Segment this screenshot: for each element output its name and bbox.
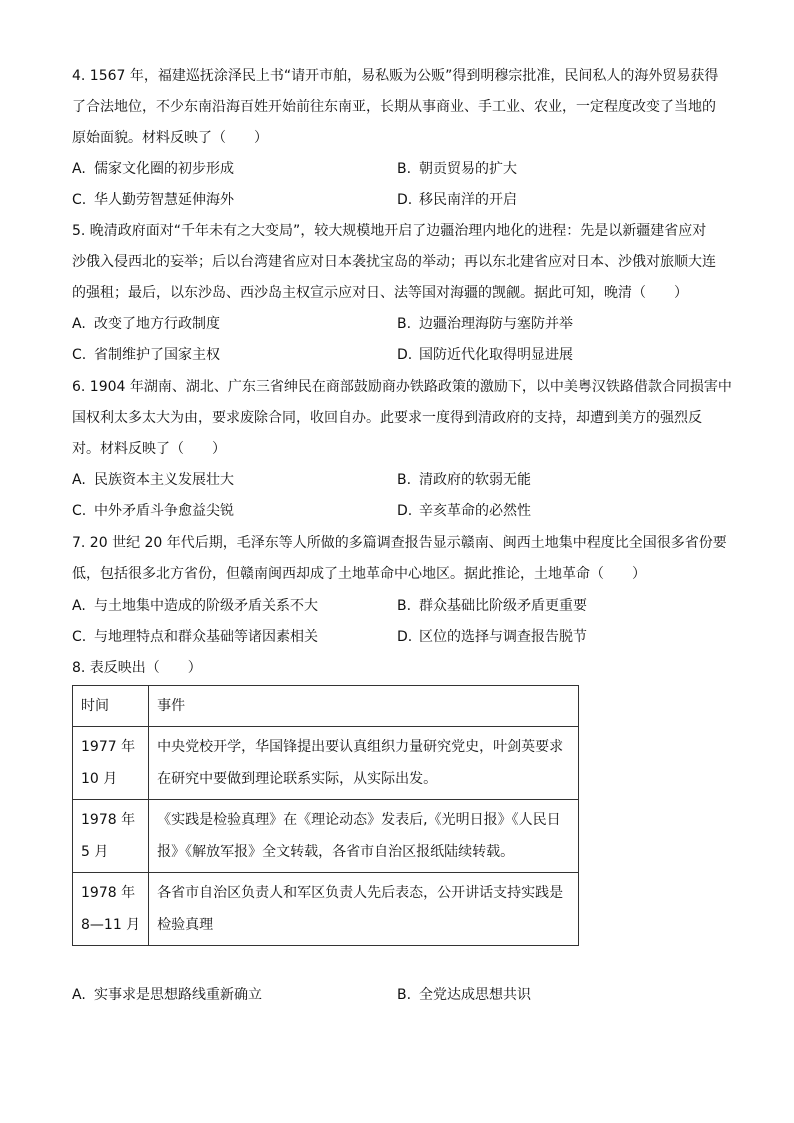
option-text: 国防近代化取得明显进展 bbox=[419, 347, 573, 363]
q6-option-b[interactable] bbox=[397, 470, 531, 490]
option-text: 群众基础比阶级矛盾更重要 bbox=[419, 598, 587, 614]
q5-stem-line: 沙俄入侵西北的妄举；后以台湾建省应对日本袭扰宝岛的举动；再以东北建省应对日本、沙俄对旅顺大连 bbox=[72, 254, 716, 270]
table-row bbox=[73, 873, 579, 946]
events-table bbox=[72, 685, 579, 946]
time-line: 5 月 bbox=[81, 844, 109, 860]
time-line: 1977 年 bbox=[81, 739, 136, 755]
option-text: 边疆治理海防与塞防并举 bbox=[419, 316, 573, 332]
event-cell bbox=[149, 800, 579, 873]
option-letter: C. bbox=[72, 347, 87, 363]
q6-option-c[interactable] bbox=[72, 501, 234, 521]
option-letter: A. bbox=[72, 316, 86, 332]
q5-option-d[interactable] bbox=[397, 345, 573, 365]
q7-stem-line: 7. 20 世纪 20 年代后期，毛泽东等人所做的多篇调查报告显示赣南、闽西土地集中程度比全国很多省份要 bbox=[72, 535, 727, 551]
q5-option-a[interactable] bbox=[72, 314, 220, 334]
q4-stem-line: 了合法地位，不少东南沿海百姓开始前往东南亚，长期从事商业、手工业、农业，一定程度改变了当地的 bbox=[72, 99, 716, 115]
q7-option-c[interactable] bbox=[72, 627, 318, 647]
option-letter: A. bbox=[72, 472, 86, 488]
q4-stem-line: 原始面貌。材料反映了（ ） bbox=[72, 130, 268, 146]
q8-option-a[interactable] bbox=[72, 985, 262, 1005]
option-letter: B. bbox=[397, 598, 412, 614]
option-text: 民族资本主义发展壮大 bbox=[94, 472, 234, 488]
option-text: 儒家文化圈的初步形成 bbox=[94, 161, 234, 177]
option-letter: B. bbox=[397, 987, 412, 1003]
option-text: 全党达成思想共识 bbox=[419, 987, 531, 1003]
option-text: 区位的选择与调查报告脱节 bbox=[419, 629, 587, 645]
table-header-event: 事件 bbox=[149, 686, 579, 727]
q7-option-a[interactable] bbox=[72, 596, 318, 616]
q4-option-b[interactable] bbox=[397, 159, 517, 179]
q6-option-d[interactable] bbox=[397, 501, 531, 521]
q5-option-c[interactable] bbox=[72, 345, 220, 365]
event-line: 在研究中要做到理论联系实际，从实际出发。 bbox=[157, 771, 438, 787]
option-letter: C. bbox=[72, 503, 87, 519]
q4-option-d[interactable] bbox=[397, 190, 517, 210]
option-text: 辛亥革命的必然性 bbox=[419, 503, 531, 519]
option-text: 与地理特点和群众基础等诸因素相关 bbox=[94, 629, 318, 645]
option-letter: C. bbox=[72, 629, 87, 645]
option-text: 与土地集中造成的阶级矛盾关系不大 bbox=[94, 598, 318, 614]
table-header-row bbox=[73, 686, 579, 727]
option-letter: D. bbox=[397, 629, 413, 645]
time-line: 1978 年 bbox=[81, 885, 136, 901]
q7-option-b[interactable] bbox=[397, 596, 587, 616]
option-letter: A. bbox=[72, 161, 86, 177]
time-line: 1978 年 bbox=[81, 812, 136, 828]
q5-stem-line: 的强租；最后，以东沙岛、西沙岛主权宣示应对日、法等国对海疆的觊觎。据此可知，晚清（ ） bbox=[72, 285, 688, 301]
q5-option-b[interactable] bbox=[397, 314, 573, 334]
q7-option-d[interactable] bbox=[397, 627, 587, 647]
time-line: 10 月 bbox=[81, 771, 118, 787]
q8-option-b[interactable] bbox=[397, 985, 531, 1005]
event-line: 中央党校开学，华国锋提出要认真组织力量研究党史，叶剑英要求 bbox=[157, 739, 564, 755]
option-text: 华人勤劳智慧延伸海外 bbox=[94, 192, 234, 208]
q6-stem-line: 6. 1904 年湖南、湖北、广东三省绅民在商部鼓励商办铁路政策的激励下，以中美粤汉铁路借款合同损害中 bbox=[72, 379, 732, 395]
q4-option-c[interactable] bbox=[72, 190, 234, 210]
option-letter: C. bbox=[72, 192, 87, 208]
time-line: 8—11 月 bbox=[81, 917, 141, 933]
option-letter: A. bbox=[72, 987, 86, 1003]
option-letter: B. bbox=[397, 472, 412, 488]
event-line: 《实践是检验真理》在《理论动态》发表后,《光明日报》《人民日 bbox=[157, 812, 561, 828]
option-text: 移民南洋的开启 bbox=[419, 192, 517, 208]
time-cell bbox=[73, 873, 149, 946]
q5-stem-line: 5. 晚清政府面对“千年未有之大变局”，较大规模地开启了边疆治理内地化的进程：先是以新疆建省应对 bbox=[72, 223, 707, 239]
q7-stem-line: 低，包括很多北方省份，但赣南闽西却成了土地革命中心地区。据此推论，土地革命（ ） bbox=[72, 566, 646, 582]
event-line: 检验真理 bbox=[157, 917, 214, 933]
q6-stem-line: 国权利太多太大为由，要求废除合同，收回自办。此要求一度得到清政府的支持，却遭到美方的强烈反 bbox=[72, 410, 702, 426]
time-cell bbox=[73, 727, 149, 800]
option-letter: B. bbox=[397, 161, 412, 177]
q6-stem-line: 对。材料反映了（ ） bbox=[72, 441, 226, 457]
q4-stem-line: 4. 1567 年，福建巡抚涂泽民上书“请开市舶，易私贩为公贩”得到明穆宗批准，民间私人的海外贸易获得 bbox=[72, 68, 719, 84]
option-letter: D. bbox=[397, 347, 413, 363]
option-text: 实事求是思想路线重新确立 bbox=[94, 987, 262, 1003]
option-text: 中外矛盾斗争愈益尖锐 bbox=[94, 503, 234, 519]
event-line: 报》《解放军报》全文转载，各省市自治区报纸陆续转载。 bbox=[157, 844, 515, 860]
option-letter: D. bbox=[397, 192, 413, 208]
option-letter: B. bbox=[397, 316, 412, 332]
event-line: 各省市自治区负责人和军区负责人先后表态，公开讲话支持实践是 bbox=[157, 885, 564, 901]
option-letter: D. bbox=[397, 503, 413, 519]
table-row bbox=[73, 727, 579, 800]
q4-option-a[interactable] bbox=[72, 159, 234, 179]
option-text: 清政府的软弱无能 bbox=[419, 472, 531, 488]
event-cell bbox=[149, 727, 579, 800]
option-letter: A. bbox=[72, 598, 86, 614]
table-header-time: 时间 bbox=[73, 686, 149, 727]
table-row bbox=[73, 800, 579, 873]
q6-option-a[interactable] bbox=[72, 470, 234, 490]
option-text: 省制维护了国家主权 bbox=[94, 347, 220, 363]
option-text: 改变了地方行政制度 bbox=[94, 316, 220, 332]
time-cell bbox=[73, 800, 149, 873]
option-text: 朝贡贸易的扩大 bbox=[419, 161, 517, 177]
event-cell bbox=[149, 873, 579, 946]
q8-stem: 8. 表反映出（ ） bbox=[72, 660, 202, 676]
